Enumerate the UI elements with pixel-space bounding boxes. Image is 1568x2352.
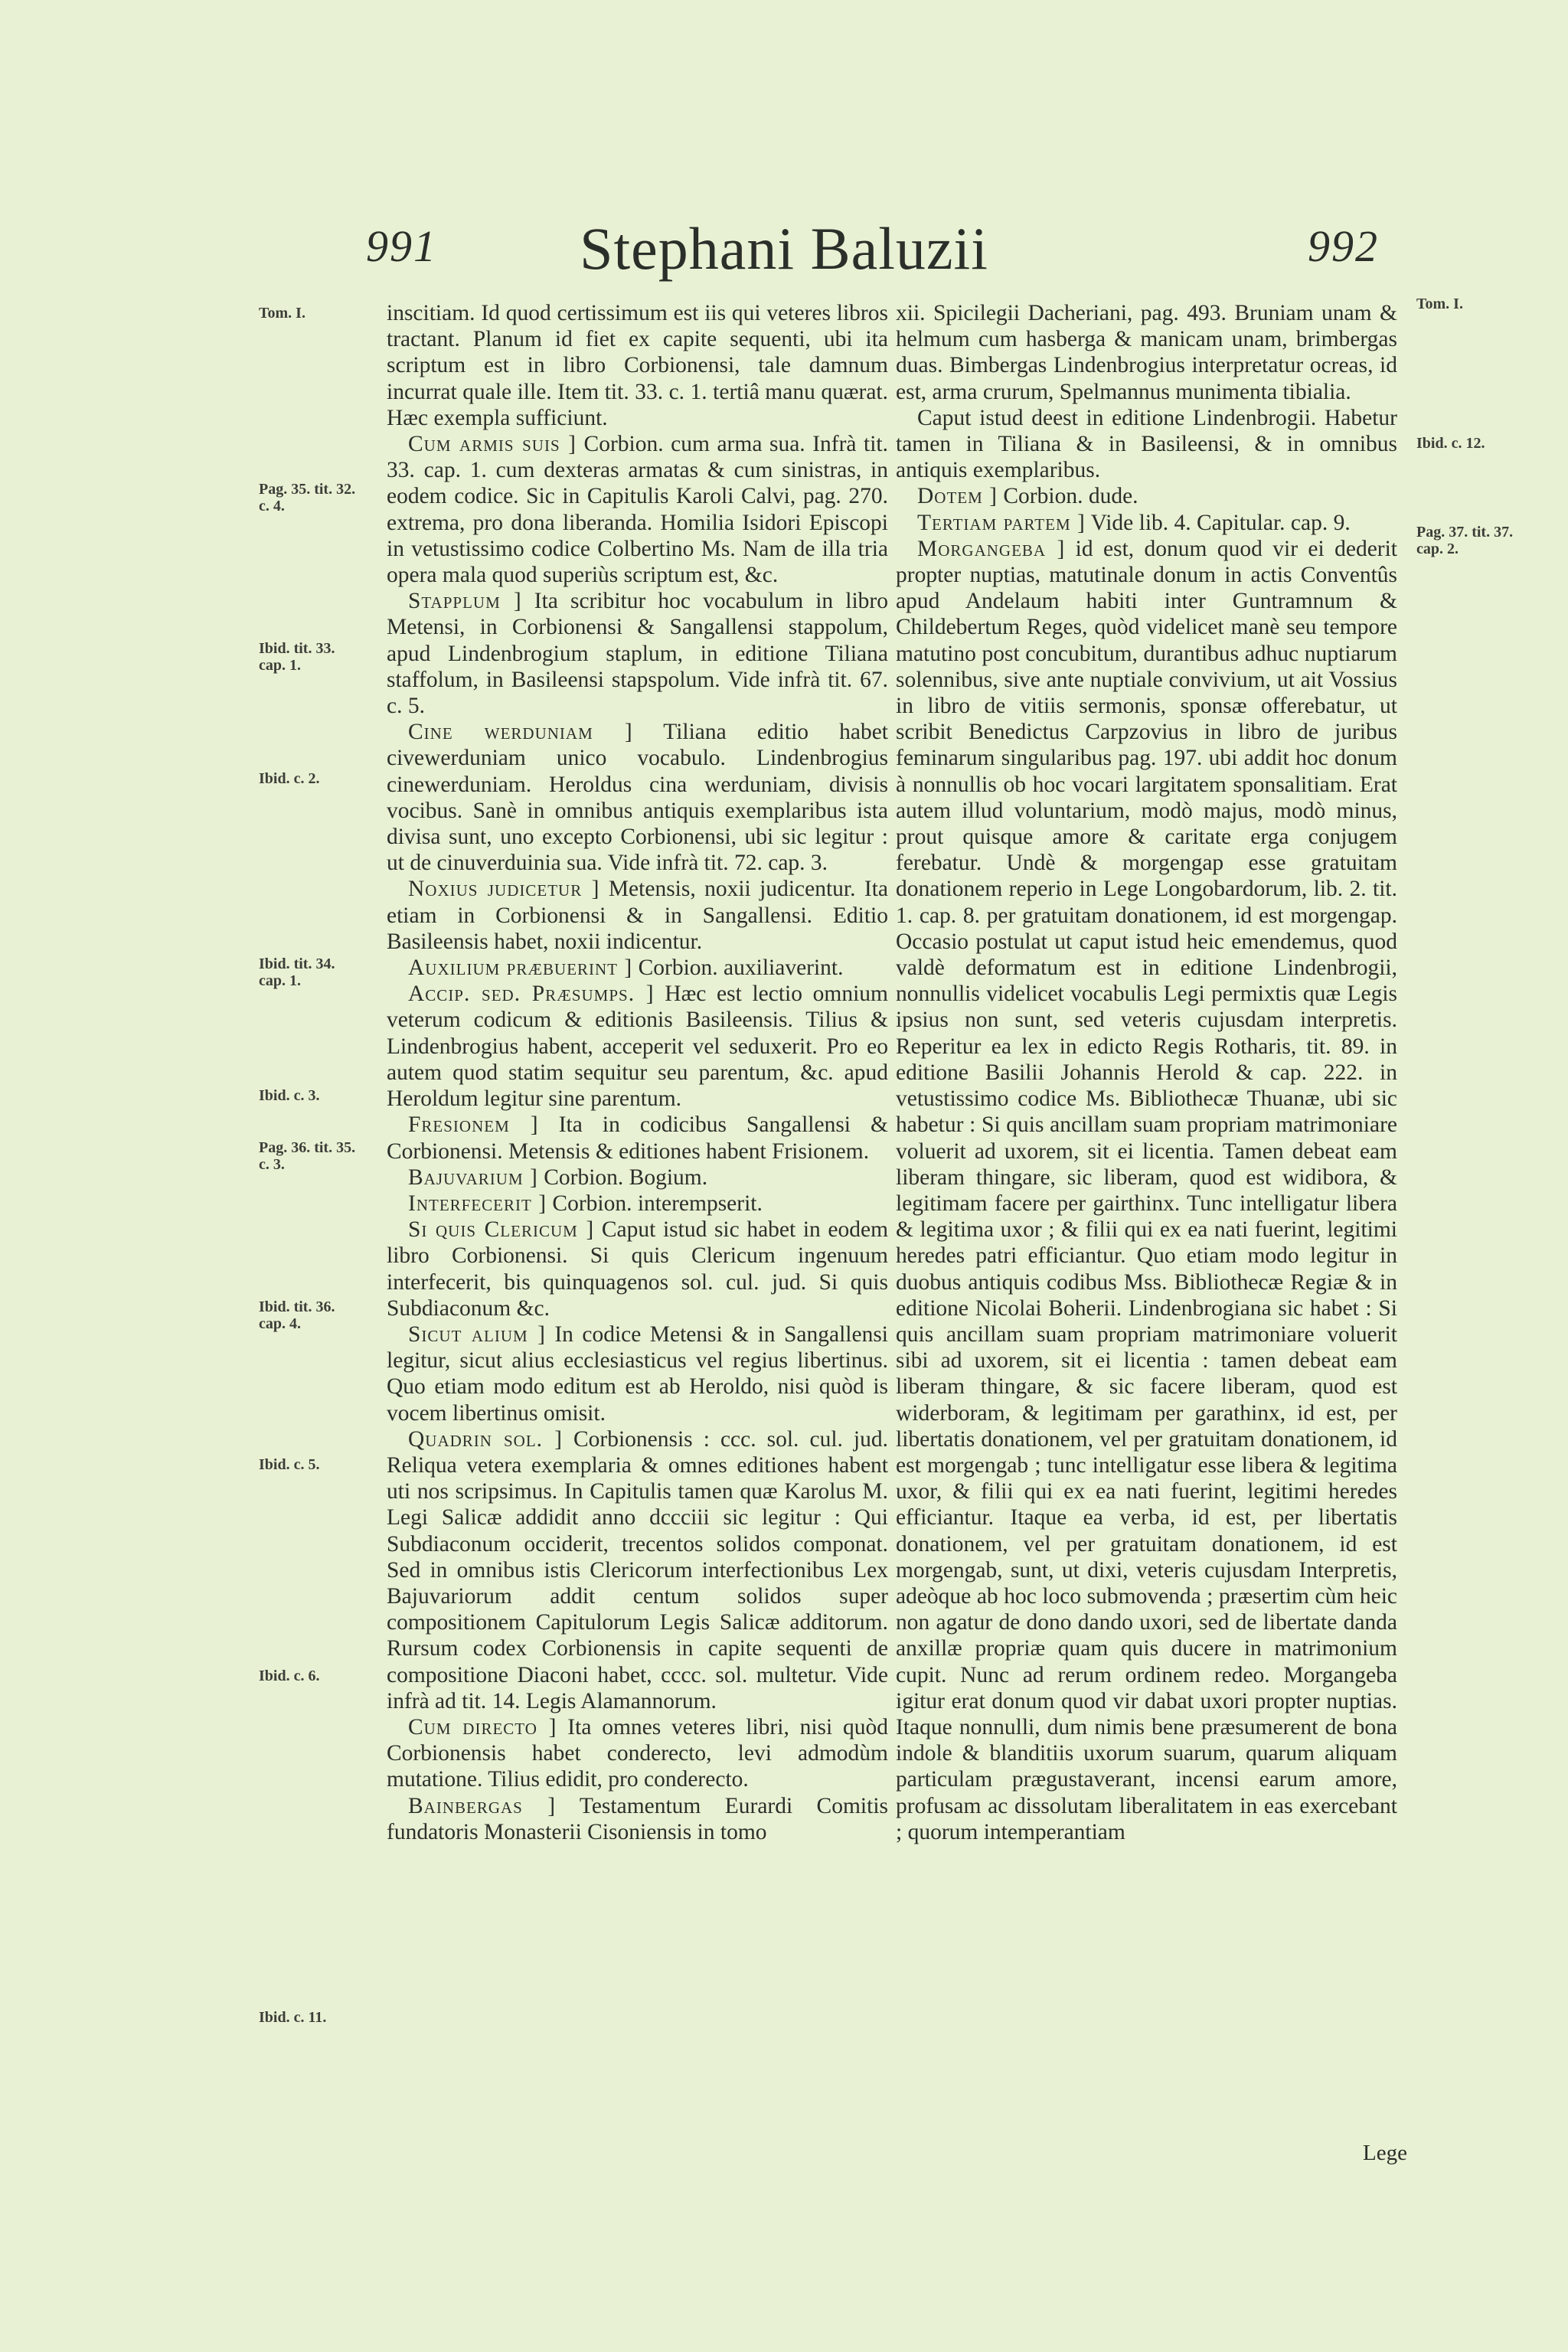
paragraph: inscitiam. Id quod certissimum est iis qui veteres libros tractant. Planum id fiet ex capite sequenti, ubi ita scriptum est in libro Corbionensi, tale damnum incurrat quale ille. Item tit. 33. c. 1. tertiâ manu quærat. Hæc exempla sufficiunt. (387, 301, 888, 430)
paragraph: xii. Spicilegii Dacheriani, pag. 493. Bruniam unam & helmum cum hasberga & manicam unam, brimbergas duas. Bimbergas Lindenbrogius interpretatur ocreas, id est, arma crurum, Spelmannus munimenta tibialia. (896, 301, 1397, 404)
paragraph: Morgangeba ] id est, donum quod vir ei dederit propter nuptias, matutinale donum in actis Conventûs apud Andelaum habiti inter Guntramnum & Childebertum Reges, quòd videlicet manè seu tempore matutino post concubitum, durantibus adhuc nuptiarum solennibus, sive ante nuptiale convivium, ut ait Vossius in libro de vitiis sermonis, sponsæ offerebatur, ut scribit Benedictus Carpzovius in libro de juribus feminarum singularibus pag. 197. ubi addit hoc donum à nonnullis ob hoc vocari largitatem sponsalitiam. Erat autem illud voluntarium, modò majus, modò minus, prout quisque amore & caritate erga conjugem ferebatur. Undè & morgengap esse gratuitam donationem reperio in Lege Longobardorum, lib. 2. tit. 1. cap. 8. per gratuitam donationem, id est morgengap. Occasio postulat ut caput istud heic emendemus, quod valdè deformatum est in editione Lindenbrogii, nonnullis videlicet vocabulis Legi permixtis quæ Legis ipsius non sunt, sed veteris cujusdam interpretis. Reperitur ea lex in edicto Regis Rotharis, tit. 89. in editione Basilii Johannis Herold & cap. 222. in vetustissimo codice Ms. Bibliothecæ Thuanæ, ubi sic habetur : Si quis ancillam suam propriam matrimoniare voluerit ad uxorem, sit ei licentia. Tamen debeat eam liberam thingare, sic liberam, quod est widibora, & legitimam facere per gairthinx. Tunc intelligatur libera & legitima uxor ; & filii qui ex ea nati fuerint, legitimi heredes patri efficiantur. Quo etiam modo legitur in duobus antiquis codibus Mss. Bibliothecæ Regiæ & in editione Nicolai Boherii. Lindenbrogiana sic habet : Si quis ancillam suam propriam matrimoniare voluerit sibi ad uxorem, sit ei licentia : tamen debeat eam liberam thingare, & sic facere liberam, quod est widerboram, & legitimam per garathinx, id est, per libertatis donationem, vel per gratuitam donationem, id est morgengab ; tunc intelligatur esse libera & legitima uxor, & filii qui ex ea nati fuerint, legitimi heredes efficiantur. Itaque ea verba, id est, per libertatis donationem, vel per gratuitam donationem, id est morgengab, sunt, ut dixi, veteris cujusdam Interpretis, adeòque ab hoc loco submovenda ; præsertim cùm heic non agatur de dono dando uxori, sed de libertate danda anxillæ propriæ quam quis ducere in matrimonium cupit. Nunc ad rerum ordinem redeo. Morgangeba igitur erat donum quod vir dabat uxori propter nuptias. Itaque nonnulli, dum nimis bene præsumerent de bona indole & blanditiis uxorum suarum, quarum aliquam particulam prægustaverant, incensi earum amore, profusam ac dissolutam liberalitatem in eas exercebant ; quorum intemperantiam (896, 536, 1398, 1844)
paragraph: Bajuvarium ] Corbion. Bogium. (408, 1165, 708, 1190)
paragraph: Sicut alium ] In codice Metensi & in Sangallensi legitur, sicut alius ecclesiasticus vel regius libertinus. Quo etiam modo editum est ab Heroldo, nisi quòd is vocem libertinus omisit. (387, 1321, 888, 1426)
margin-note: Tom. I. (259, 305, 305, 322)
paragraph: Dotem ] Corbion. dude. (917, 484, 1138, 509)
margin-note: Pag. 37. tit. 37. cap. 2. (1416, 524, 1514, 557)
lemma: Noxius judicetur ] (408, 877, 600, 902)
margin-note: Ibid. c. 3. (259, 1087, 320, 1104)
paragraph: Quadrin sol. ] Corbionensis : ccc. sol. cul. jud. Reliqua vetera exemplaria & omnes editiones habent uti nos scripsimus. In Capitulis tamen quæ Karolus M. Legi Salicæ addidit anno dccciii sic legitur : Qui Subdiaconum occiderit, trecentos solidos componat. Sed in omnibus istis Clericorum interfectionibus Lex Bajuvariorum addit centum solidos super compositionem Capitulorum Legis Salicæ additorum. Rursum codex Corbionensis in capite sequenti de compositione Diaconi habet, cccc. sol. multetur. Vide infrà ad tit. 14. Legis Alamannorum. (387, 1426, 888, 1713)
lemma: Auxilium præbuerint ] (408, 956, 633, 981)
margin-note: Ibid. c. 12. (1416, 435, 1485, 452)
paragraph: Stapplum ] Ita scribitur hoc vocabulum in libro Metensi, in Corbionensi & Sangallensi stappolum, apud Lindenbrogium staplum, in editione Tiliana staffolum, in Basileensi stapspolum. Vide infrà tit. 67. c. 5. (387, 589, 888, 719)
lemma: Cine werduniam ] (408, 720, 633, 745)
margin-note: Ibid. c. 2. (259, 770, 320, 787)
margin-note: Ibid. c. 5. (259, 1456, 320, 1473)
right-page-number: 992 (1308, 221, 1379, 271)
lemma: Bajuvarium ] (408, 1165, 538, 1190)
lemma: Morgangeba ] (917, 536, 1066, 561)
catchword: Lege (1363, 2141, 1407, 2165)
paragraph: Fresionem ] Ita in codicibus Sangallensi & Corbionensi. Metensis & editiones habent Frisionem. (387, 1112, 889, 1164)
paragraph: Auxilium præbuerint ] Corbion. auxiliaverint. (408, 956, 844, 981)
margin-note: Ibid. c. 6. (259, 1668, 320, 1684)
paragraph: Interfecerit ] Corbion. interempserit. (408, 1191, 763, 1216)
paragraph: Accip. sed. Præsumps. ] Hæc est lectio omnium veterum codicum & editionis Basileensis. Tilius & Lindenbrogius habent, acceperit vel seduxerit. Pro eo autem quod statim sequitur seu parentum, &c. apud Heroldum legitur sine parentum. (387, 982, 888, 1112)
left-page-number: 991 (366, 221, 437, 271)
paragraph: Caput istud deest in editione Lindenbrogii. Habetur tamen in Tiliana & in Basileensi, & in omnibus antiquis exemplaribus. (896, 405, 1397, 483)
margin-note: Ibid. tit. 36. cap. 4. (259, 1298, 335, 1332)
paragraph: Cine werduniam ] Tiliana editio habet civewerduniam unico vocabulo. Lindenbrogius cinewerduniam. Heroldus cina werduniam, divisis vocibus. Sanè in omnibus antiquis exemplaribus ista divisa sunt, uno excepto Corbionensi, ubi sic legitur : ut de cinuverduinia sua. Vide infrà tit. 72. cap. 3. (387, 720, 888, 876)
lemma: Tertiam partem ] (917, 510, 1086, 535)
lemma: Si quis Clericum ] (408, 1217, 595, 1243)
left-text-column (387, 300, 888, 1845)
paragraph: Cum armis suis ] Corbion. cum arma sua. Infrà tit. 33. cap. 1. cum dexteras armatas & cum sinistras, in eodem codice. Sic in Capitulis Karoli Calvi, pag. 270. extrema, pro dona liberanda. Homilia Isidori Episcopi in vetustissimo codice Colbertino Ms. Nam de illa tria opera mala quod superiùs scriptum est, &c. (387, 432, 889, 588)
lemma: Accip. sed. Præsumps. ] (408, 982, 655, 1007)
margin-note: Tom. I. (1416, 296, 1463, 312)
right-text-column (896, 300, 1397, 1845)
paragraph: Si quis Clericum ] Caput istud sic habet in eodem libro Corbionensi. Si quis Clericum ingenuum interfecerit, bis quinquagenos sol. cul. jud. Si quis Subdiaconum &c. (387, 1217, 889, 1321)
lemma: Dotem ] (917, 484, 998, 509)
paragraph: Tertiam partem ] Vide lib. 4. Capitular. cap. 9. (917, 510, 1351, 535)
page-header (0, 214, 1568, 299)
lemma: Bainbergas ] (408, 1793, 557, 1818)
lemma: Fresionem ] (408, 1112, 539, 1138)
margin-note: Ibid. tit. 34. cap. 1. (259, 956, 335, 989)
running-title: Stephani Baluzii (580, 215, 988, 282)
margin-note: Ibid. c. 11. (259, 2009, 327, 2026)
lemma: Sicut alium ] (408, 1321, 546, 1347)
lemma: Interfecerit ] (408, 1191, 547, 1216)
lemma: Stapplum ] (408, 589, 522, 614)
paragraph: Cum directo ] Ita omnes veteres libri, nisi quòd Corbionensis habet conderecto, levi admodùm mutatione. Tilius edidit, pro conderecto. (387, 1714, 889, 1792)
paragraph: Bainbergas ] Testamentum Eurardi Comitis fundatoris Monasterii Cisoniensis in tomo (387, 1793, 888, 1844)
margin-note: Ibid. tit. 33. cap. 1. (259, 640, 335, 674)
paragraph: Noxius judicetur ] Metensis, noxii judicentur. Ita etiam in Corbionensi & in Sangallensi. Editio Basileensis habet, noxii indicentur. (387, 877, 889, 954)
lemma: Cum directo ] (408, 1714, 557, 1740)
lemma: Cum armis suis ] (408, 432, 577, 457)
lemma: Quadrin sol. ] (408, 1426, 563, 1452)
margin-note: Pag. 35. tit. 32. c. 4. (259, 481, 356, 514)
margin-note: Pag. 36. tit. 35. c. 3. (259, 1139, 356, 1173)
